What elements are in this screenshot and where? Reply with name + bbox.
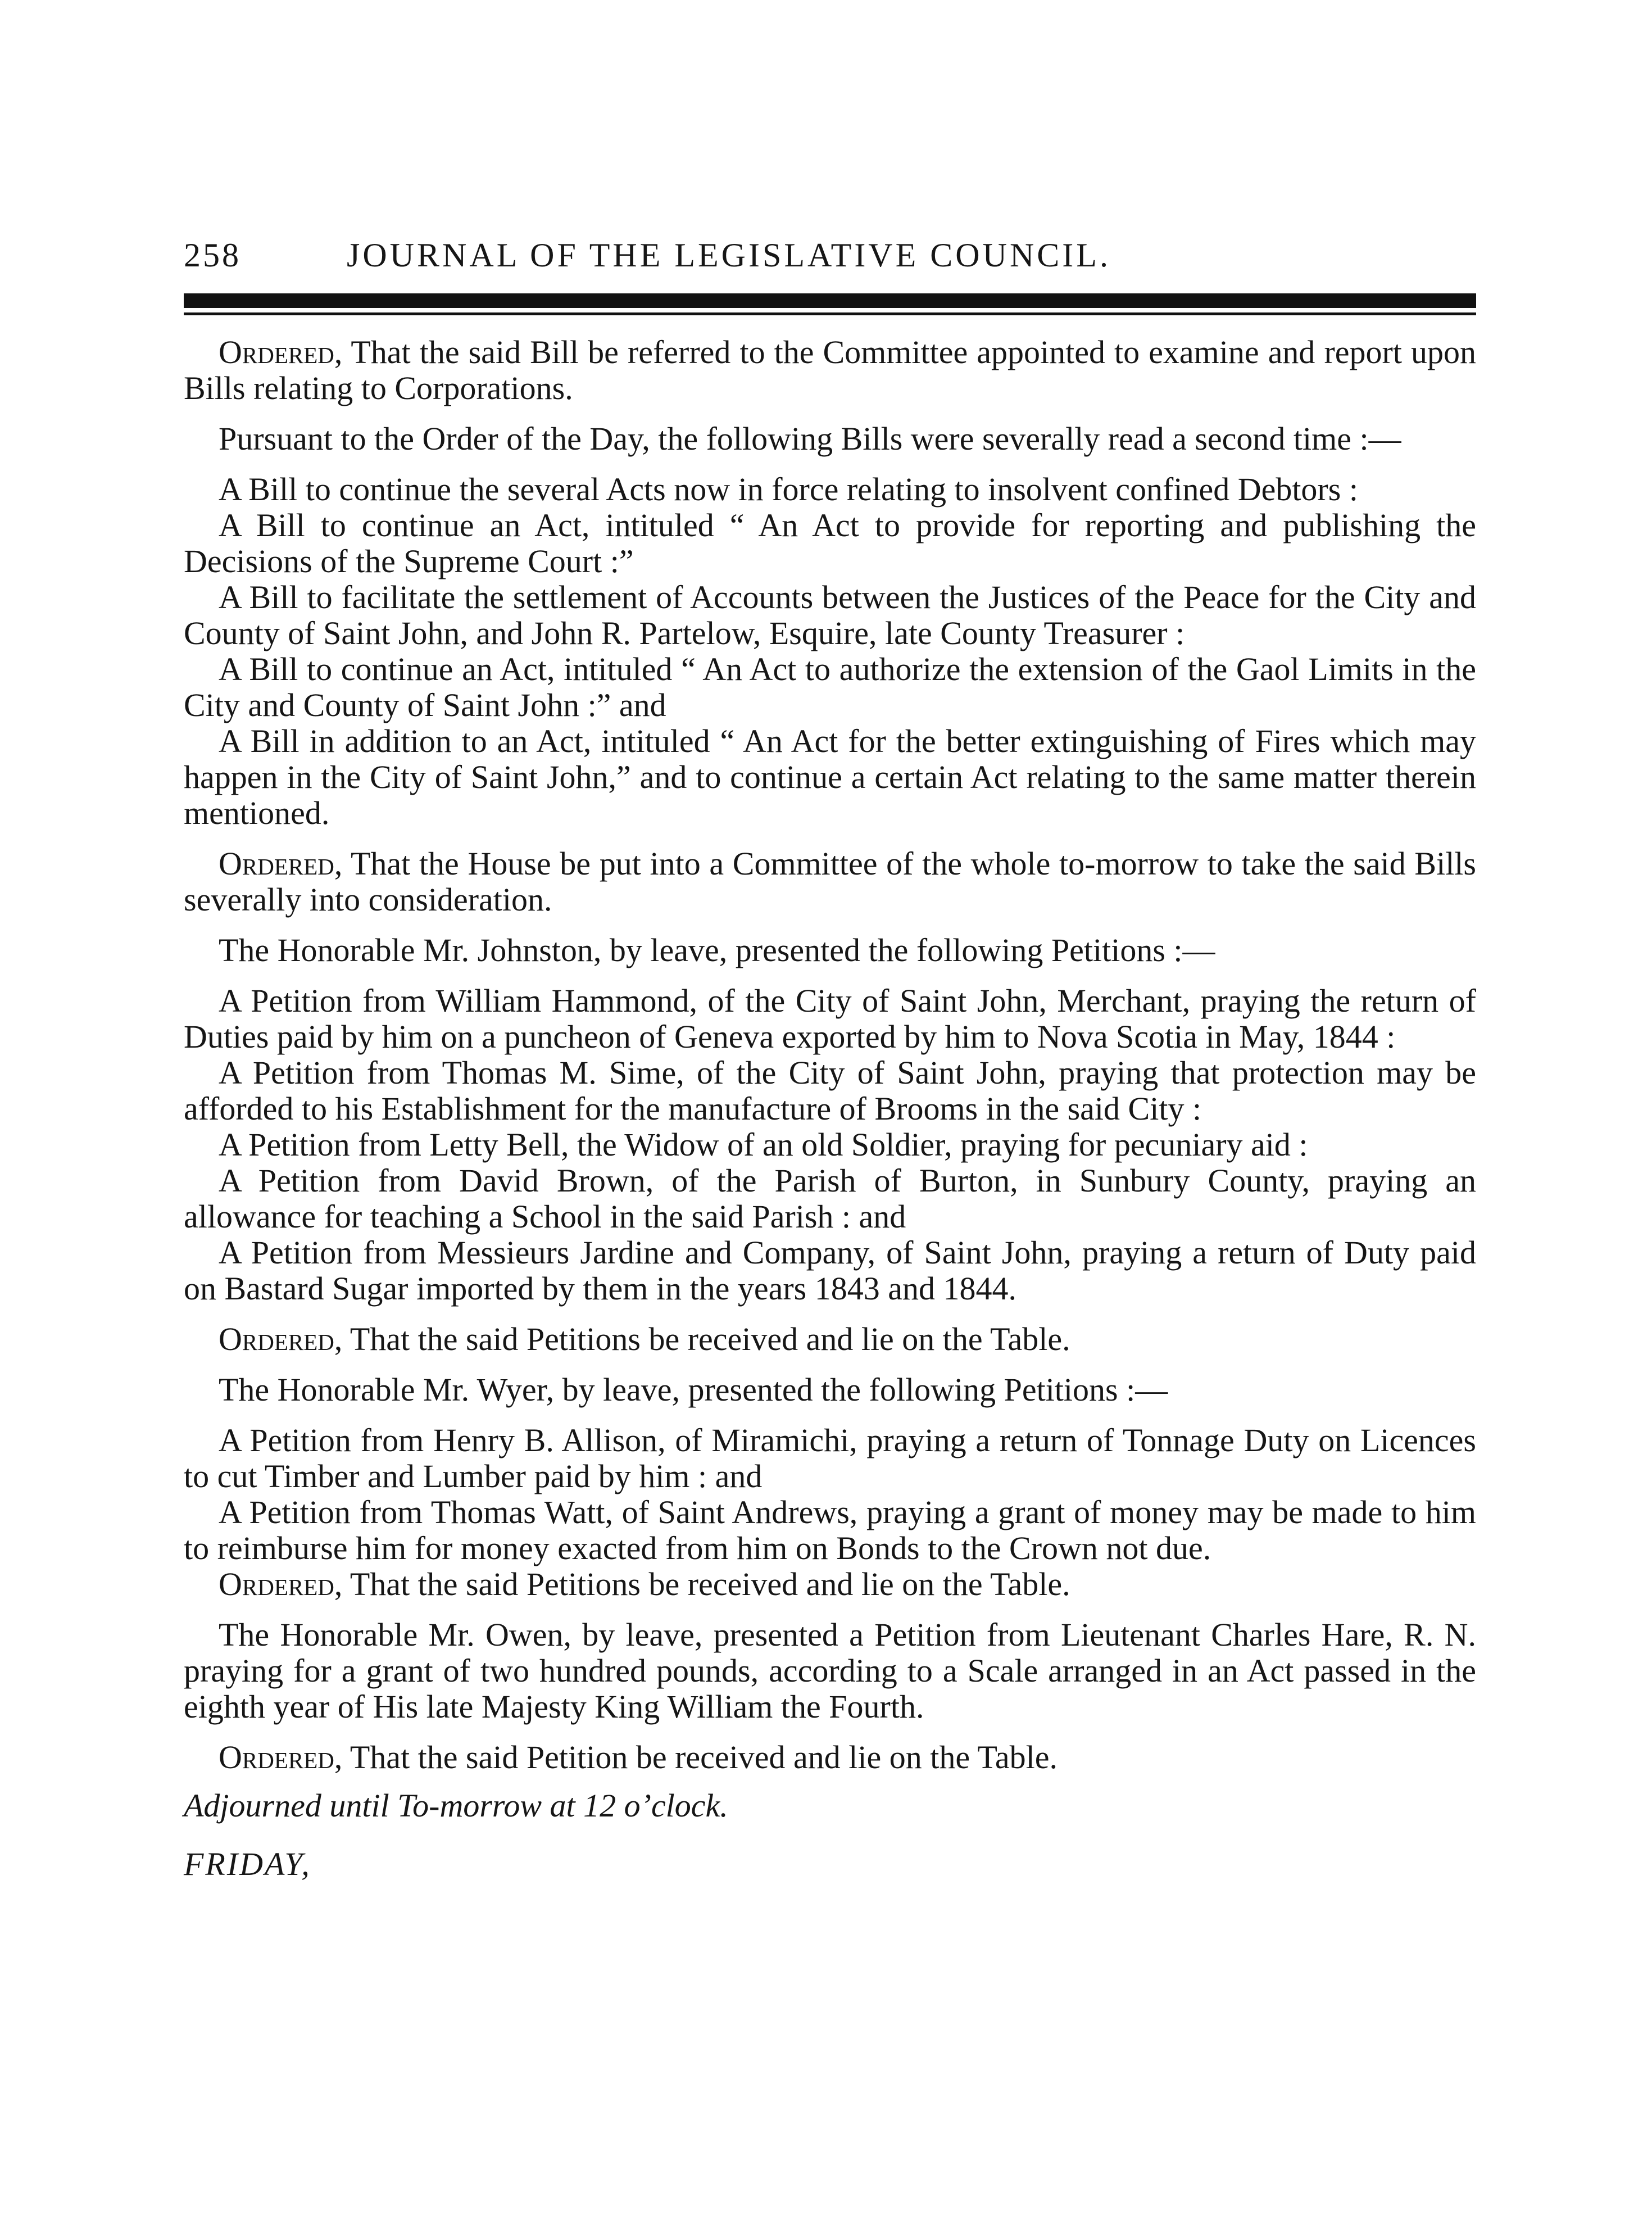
paragraph: The Honorable Mr. Wyer, by leave, presented the following Petitions :— — [219, 1371, 1168, 1408]
bill-item: A Bill to continue an Act, intituled “ An Act to authorize the extension of the Gaol Limits in the City and County of Saint John :” and — [184, 651, 1476, 723]
header-rule-thin — [184, 312, 1476, 315]
petition-item: A Petition from Messieurs Jardine and Company, of Saint John, praying a return of Duty paid on Bastard Sugar imported by them in the years 1843 and 1844. — [184, 1234, 1476, 1307]
petition-item: A Petition from Thomas Watt, of Saint Andrews, praying a grant of money may be made to him to reimburse him for money exacted from him on Bonds to the Crown not due. — [184, 1494, 1476, 1566]
paragraph: The Honorable Mr. Johnston, by leave, presented the following Petitions :— — [219, 932, 1215, 968]
bill-item: A Bill to continue the several Acts now in force relating to insolvent confined Debtors : — [219, 471, 1358, 508]
journal-body — [184, 334, 1476, 1882]
adjournment-line: Adjourned until To-morrow at 12 o’clock. — [184, 1787, 728, 1824]
catchword: FRIDAY, — [184, 1846, 311, 1882]
bill-item: A Bill to continue an Act, intituled “ An Act to provide for reporting and publishing the Decisions of the Supreme Court :” — [184, 507, 1476, 579]
journal-page — [184, 236, 1476, 1882]
petition-item: A Petition from David Brown, of the Parish of Burton, in Sunbury County, praying an allowance for teaching a School in the said Parish : and — [184, 1162, 1476, 1235]
petition-item: A Petition from Letty Bell, the Widow of an old Soldier, praying for pecuniary aid : — [219, 1126, 1308, 1163]
petition-item: A Petition from Henry B. Allison, of Miramichi, praying a return of Tonnage Duty on Licences to cut Timber and Lumber paid by him : and — [184, 1422, 1476, 1494]
paragraph: The Honorable Mr. Owen, by leave, presented a Petition from Lieutenant Charles Hare, R. N. praying for a grant of two hundred pounds, according to a Scale arranged in an Act passed in the eighth year of His late Majesty King William the Fourth. — [184, 1616, 1476, 1725]
order-paragraph: Ordered, That the said Petition be received and lie on the Table. — [219, 1739, 1058, 1775]
bill-item: A Bill to facilitate the settlement of Accounts between the Justices of the Peace for the City and County of Saint John, and John R. Partelow, Esquire, late County Treasurer : — [184, 579, 1476, 651]
header-rule-thick — [184, 293, 1476, 308]
petition-item: A Petition from William Hammond, of the City of Saint John, Merchant, praying the return of Duties paid by him on a puncheon of Geneva exported by him to Nova Scotia in May, 1844 : — [184, 982, 1476, 1055]
page-number: 258 — [184, 237, 241, 274]
order-paragraph: Ordered, That the House be put into a Committee of the whole to-morrow to take the said Bills severally into consideration. — [184, 845, 1476, 918]
running-title: JOURNAL OF THE LEGISLATIVE COUNCIL. — [347, 237, 1111, 274]
petition-item: A Petition from Thomas M. Sime, of the City of Saint John, praying that protection may be afforded to his Establishment for the manufacture of Brooms in the said City : — [184, 1054, 1476, 1127]
bill-item: A Bill in addition to an Act, intituled “ An Act for the better extinguishing of Fires which may happen in the City of Saint John,” and to continue a certain Act relating to the same matter therein mentioned. — [184, 723, 1476, 831]
page-header — [184, 236, 1476, 287]
order-paragraph: Ordered, That the said Bill be referred to the Committee appointed to examine and report upon Bills relating to Corporations. — [184, 334, 1476, 406]
paragraph: Pursuant to the Order of the Day, the following Bills were severally read a second time :— — [219, 420, 1401, 457]
order-paragraph: Ordered, That the said Petitions be received and lie on the Table. — [219, 1321, 1070, 1357]
order-paragraph: Ordered, That the said Petitions be received and lie on the Table. — [219, 1566, 1070, 1602]
